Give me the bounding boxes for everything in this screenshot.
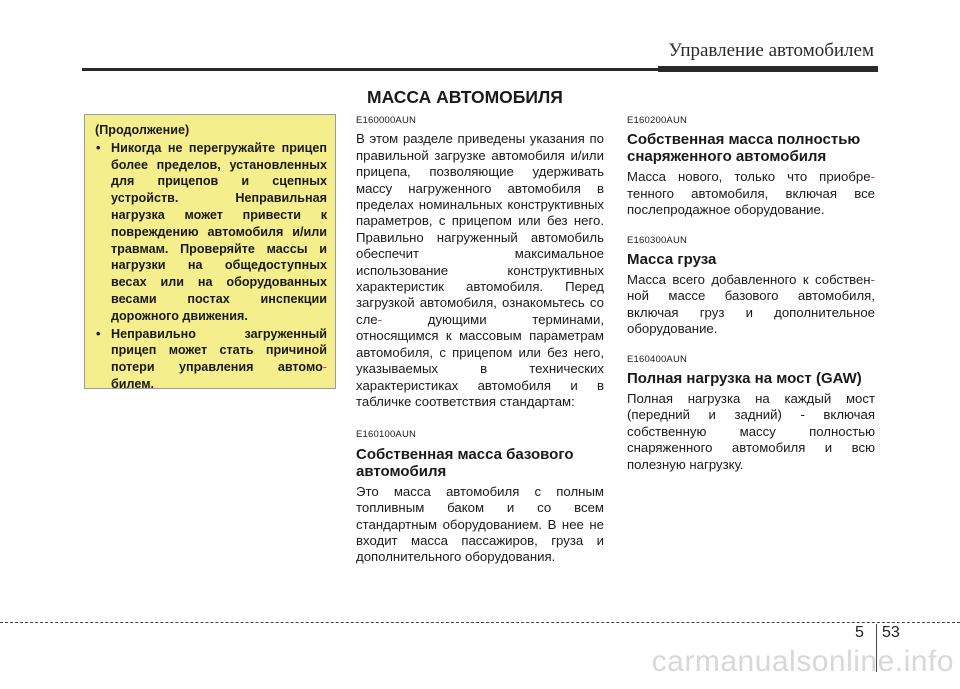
hyphen-mark: - — [322, 360, 327, 375]
subheading-gross-axle-weight: Полная нагрузка на мост (GAW) — [627, 370, 862, 388]
subheading-base-curb-weight: Собственная масса базового автомобиля — [356, 445, 574, 480]
intro-text: В этом разделе приведены указания по правильной загрузке автомобиля и/или прицепа, позволяющие удерживать массу нагруженного автомобиля в пределах номинальных конструктивных параметров, с прицепом или без него. Правильно нагруженный автомобиль обеспечит максимальное использование конструктивных характеристик автомобиля. Перед загрузкой автомобиля, ознакомьтесь со сле — [356, 131, 604, 327]
base-curb-weight-paragraph: Это масса автомобиля с полным топливным баком и со всем стандартным оборудованием. В нее не входит масса пассажиров, груза и дополнительного оборудования. — [356, 483, 604, 565]
section-code: E160100AUN — [356, 429, 417, 441]
page-number: 53 — [882, 624, 900, 641]
warning-bullet-text: Никогда не перегружайте прицеп более пределов, установленных для прицепов и сцепных устройств. Неправильная нагрузка может привести к повреждению автомобиля и/или травмам. Проверяйте массы и нагрузки на общедоступных весах или на оборудованных весами постах инспекции дорожного движения. — [111, 140, 327, 323]
spacer — [356, 410, 604, 427]
subheading-cargo-weight: Масса груза — [627, 251, 717, 269]
footer-rule — [0, 622, 960, 623]
warning-bullet-overload — [93, 140, 327, 325]
spacer — [627, 338, 875, 352]
vehicle-curb-weight-paragraph — [627, 169, 875, 218]
warning-box — [84, 114, 336, 389]
watermark: carmanualsonline.info — [651, 645, 954, 678]
spacer — [627, 219, 875, 233]
section-code: E160000AUN — [356, 115, 417, 126]
text-column-left — [356, 113, 604, 566]
warning-bullet-text: Неправильно загруженный прицеп может стать причиной потери управления автомо — [111, 326, 327, 375]
hyphen-mark: - — [870, 272, 875, 288]
bullet-dot: • — [96, 140, 101, 155]
para-text-cont: ной массе базового автомобиля, включая груз и дополнительное оборудование. — [627, 288, 875, 337]
para-text-cont: тенного автомобиля, включая все послепродажное оборудование. — [627, 185, 875, 218]
warning-bullet-improper-load — [93, 326, 327, 393]
intro-text-cont: дующими терминами, относящимся к массовым параметрам автомобиля, с прицепом или без него, указываемых в технических характеристиках автомобиля и в табличке соответствия стандартам: — [356, 311, 604, 409]
para-text: Масса всего добавленного к собствен — [627, 272, 871, 288]
chapter-number: 5 — [855, 624, 864, 641]
warning-title: (Продолжение) — [95, 123, 190, 137]
section-title: МАССА АВТОМОБИЛЯ — [367, 87, 563, 107]
cargo-weight-paragraph — [627, 272, 875, 338]
warning-bullet-text-cont: билем. — [111, 376, 155, 391]
intro-paragraph — [356, 131, 604, 410]
page-header-title: Управление автомобилем — [668, 40, 874, 61]
hyphen-mark: - — [870, 169, 875, 185]
section-code: E160300AUN — [627, 234, 688, 246]
section-code: E160400AUN — [627, 353, 688, 365]
header-rule-accent — [658, 66, 878, 72]
bullet-dot: • — [96, 326, 101, 341]
section-code: E160200AUN — [627, 115, 688, 126]
subheading-vehicle-curb-weight: Собственная масса полностью снаряженного автомобиля — [627, 131, 861, 166]
hyphen-mark: - — [377, 311, 383, 327]
para-text: Масса нового, только что приобре — [627, 169, 871, 185]
gross-axle-weight-paragraph: Полная нагрузка на каждый мост (передний и задний) - включая собственную массу полностью снаряженного автомобиля и всю полезную нагрузку. — [627, 391, 875, 472]
text-column-right — [627, 113, 875, 473]
